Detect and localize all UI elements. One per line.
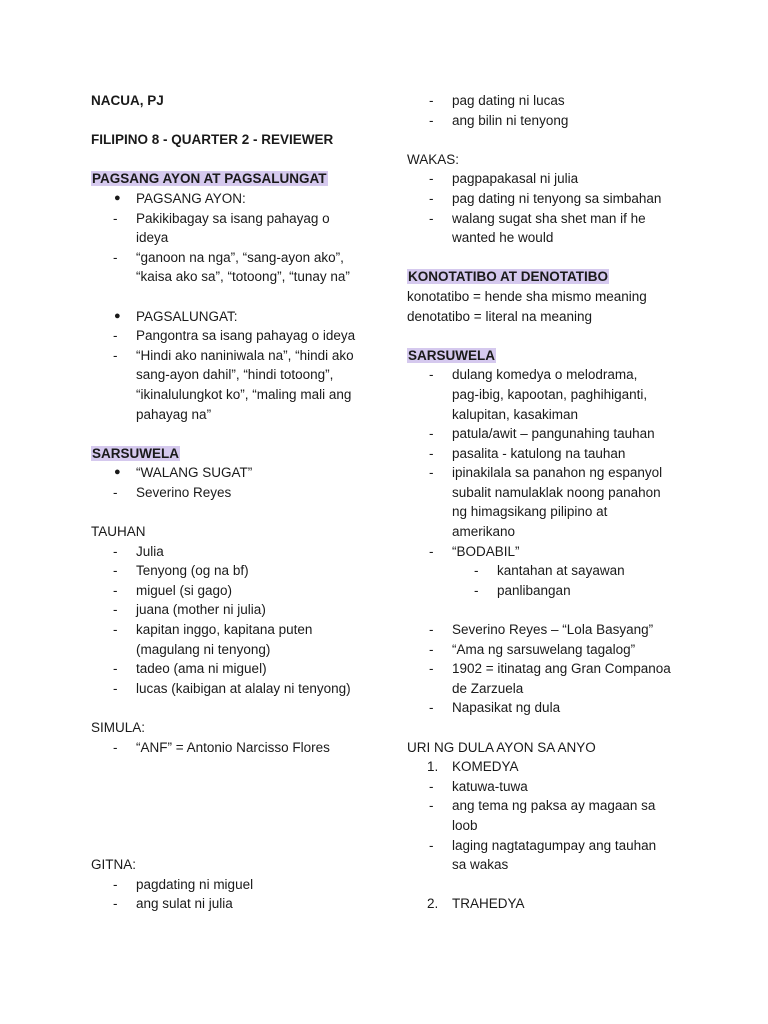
dash-marker: - [113, 739, 118, 755]
item-text-line: “Ama ng sarsuwelang tagalog” [452, 641, 636, 657]
sub-list-item [407, 581, 697, 601]
item-text-line: walang sugat sha shet man if he [452, 210, 646, 226]
dash-marker: - [113, 563, 118, 579]
dash-list-item [407, 424, 697, 444]
right-column [407, 91, 697, 914]
item-text-line: miguel (si gago) [136, 582, 233, 598]
blank-line [407, 718, 697, 738]
dash-marker: - [429, 543, 434, 559]
item-text-line: Pangontra sa isang pahayag o ideya [136, 328, 356, 344]
dash-list-item [407, 777, 697, 797]
bullet-marker: ● [114, 466, 121, 479]
item-text-line: Severino Reyes – “Lola Basyang” [452, 622, 654, 638]
item-text-line: “WALANG SUGAT” [136, 465, 253, 481]
item-text-line: “ikinalulungkot ko”, “maling mali ang [136, 386, 352, 402]
dash-marker: - [474, 563, 479, 579]
item-text-line: kapitan inggo, kapitana puten [136, 622, 313, 638]
item-text-line: pasalita - katulong na tauhan [452, 445, 626, 461]
dash-marker: - [429, 622, 434, 638]
dash-list-item [91, 620, 381, 659]
sub-list-item [407, 561, 697, 581]
item-text-line: patula/awit – pangunahing tauhan [452, 426, 655, 442]
dash-list-item [91, 346, 381, 424]
bullet-marker: ● [114, 191, 121, 204]
text-line: TAUHAN [91, 524, 146, 540]
dash-marker: - [113, 484, 118, 500]
dash-marker: - [429, 641, 434, 657]
numbered-list-item [407, 757, 697, 777]
item-text-line: ang bilin ni tenyong [452, 112, 569, 128]
blank-line [91, 777, 381, 797]
item-text-line: loob [452, 817, 478, 833]
dash-marker: - [113, 876, 118, 892]
item-text-line: Tenyong (og na bf) [136, 563, 249, 579]
bullet-marker: ● [114, 309, 121, 322]
dash-marker: - [429, 367, 434, 383]
item-text-line: ang sulat ni julia [136, 896, 233, 912]
item-text-line: tadeo (ama ni miguel) [136, 661, 267, 677]
number-marker: 2. [427, 896, 439, 912]
item-text-line: Napasikat ng dula [452, 700, 561, 716]
item-text-line: panlibangan [497, 582, 571, 598]
dash-list-item [91, 875, 381, 895]
text-line: WAKAS: [407, 151, 460, 167]
blank-line [91, 796, 381, 816]
dash-list-item [407, 463, 697, 541]
dash-list-item [407, 659, 697, 698]
blank-line [91, 698, 381, 718]
dash-list-item [91, 894, 381, 914]
section-heading [407, 267, 697, 287]
dash-marker: - [429, 700, 434, 716]
section-heading [91, 169, 381, 189]
item-text-line: Pakikibagay sa isang pahayag o [136, 210, 330, 226]
item-text-line: sa wakas [452, 857, 509, 873]
item-text-line: TRAHEDYA [452, 896, 525, 912]
dash-marker: - [113, 249, 118, 265]
blank-line [91, 816, 381, 836]
dash-marker: - [429, 837, 434, 853]
dash-marker: - [429, 465, 434, 481]
bullet-list-item [91, 307, 381, 327]
dash-list-item [91, 248, 381, 287]
item-text-line: 1902 = itinatag ang Gran Companoa [452, 661, 671, 677]
item-text-line: juana (mother ni julia) [136, 602, 266, 618]
heading-text: SARSUWELA [92, 445, 179, 461]
dash-marker: - [429, 190, 434, 206]
dash-list-item [407, 444, 697, 464]
item-text-line: ng himagsikang pilipino at [452, 504, 608, 520]
dash-marker: - [113, 661, 118, 677]
dash-marker: - [429, 445, 434, 461]
dash-list-item [91, 209, 381, 248]
dash-list-item [407, 365, 697, 424]
item-text-line: Julia [136, 543, 164, 559]
dash-marker: - [113, 347, 118, 363]
item-text-line: subalit namulaklak noong panahon [452, 484, 661, 500]
item-text-line: pagdating ni miguel [136, 876, 254, 892]
heading-text: SARSUWELA [408, 347, 495, 363]
text-line: denotatibo = literal na meaning [407, 308, 593, 324]
dash-list-item [91, 600, 381, 620]
item-text-line: amerikano [452, 524, 516, 540]
item-text-line: laging nagtatagumpay ang tauhan [452, 837, 657, 853]
dash-list-item [407, 796, 697, 835]
dash-marker: - [474, 582, 479, 598]
dash-list-item [91, 738, 381, 758]
dash-list-item [91, 542, 381, 562]
dash-list-item [407, 620, 697, 640]
dash-list-item [91, 326, 381, 346]
text-line: GITNA: [91, 857, 137, 873]
bold-text-line: NACUA, PJ [91, 93, 164, 108]
item-text-line: pag dating ni tenyong sa simbahan [452, 190, 662, 206]
item-text-line: katuwa-tuwa [452, 778, 528, 794]
item-text-line: wanted he would [452, 230, 554, 246]
item-text-line: Severino Reyes [136, 484, 232, 500]
dash-list-item [407, 698, 697, 718]
blank-line [91, 287, 381, 307]
item-text-line: pag-ibig, kapootan, paghihiganti, [452, 386, 648, 402]
section-heading [407, 346, 697, 366]
heading-text: KONOTATIBO AT DENOTATIBO [408, 269, 608, 285]
dash-marker: - [429, 93, 434, 108]
item-text-line: “ANF” = Antonio Narcisso Flores [136, 739, 330, 755]
item-text-line: pahayag na” [136, 406, 212, 422]
item-text-line: sang-ayon dahil”, “hindi totoong”, [136, 367, 334, 383]
dash-marker: - [429, 210, 434, 226]
number-marker: 1. [427, 759, 439, 775]
item-text-line: “Hindi ako naniniwala na”, “hindi ako [136, 347, 354, 363]
blank-line [91, 111, 381, 131]
blank-line [407, 130, 697, 150]
item-text-line: KOMEDYA [452, 759, 519, 775]
item-text-line: ipinakilala sa panahon ng espanyol [452, 465, 663, 481]
item-text-line: kantahan at sayawan [497, 563, 625, 579]
blank-line [91, 836, 381, 856]
dash-list-item [407, 169, 697, 189]
dash-marker: - [113, 543, 118, 559]
item-text-line: lucas (kaibigan at alalay ni tenyong) [136, 680, 351, 696]
blank-line [91, 150, 381, 170]
item-text-line: (magulang ni tenyong) [136, 641, 271, 657]
dash-marker: - [113, 896, 118, 912]
bullet-list-item [91, 189, 381, 209]
dash-marker: - [429, 661, 434, 677]
bold-text-line: FILIPINO 8 - QUARTER 2 - REVIEWER [91, 132, 334, 148]
blank-line [91, 757, 381, 777]
item-text-line: “BODABIL” [452, 543, 520, 559]
blank-line [407, 875, 697, 895]
dash-marker: - [429, 112, 434, 128]
item-text-line: de Zarzuela [452, 680, 524, 696]
dash-list-item [91, 561, 381, 581]
dash-marker: - [429, 426, 434, 442]
dash-marker: - [113, 680, 118, 696]
item-text-line: ang tema ng paksa ay magaan sa [452, 798, 656, 814]
dash-marker: - [113, 210, 118, 226]
item-text-line: pag dating ni lucas [452, 93, 565, 108]
blank-line [407, 600, 697, 620]
blank-line [91, 502, 381, 522]
dash-marker: - [113, 622, 118, 638]
dash-list-item [407, 189, 697, 209]
dash-marker: - [113, 582, 118, 598]
bullet-list-item [91, 463, 381, 483]
section-heading [91, 444, 381, 464]
item-text-line: pagpapakasal ni julia [452, 171, 579, 187]
dash-marker: - [113, 602, 118, 618]
item-text-line: PAGSALUNGAT: [136, 308, 238, 324]
dash-list-item [91, 581, 381, 601]
dash-marker: - [429, 778, 434, 794]
dash-list-item [91, 483, 381, 503]
item-text-line: kalupitan, kasakiman [452, 406, 579, 422]
dash-list-item [91, 659, 381, 679]
item-text-line: “kaisa ako sa”, “totoong”, “tunay na” [136, 269, 350, 285]
dash-marker: - [429, 798, 434, 814]
blank-line [407, 326, 697, 346]
dash-list-item [407, 111, 697, 131]
heading-text: PAGSANG AYON AT PAGSALUNGAT [92, 171, 327, 187]
item-text-line: ideya [136, 230, 169, 246]
blank-line [91, 424, 381, 444]
dash-list-item [407, 542, 697, 562]
text-line: URI NG DULA AYON SA ANYO [407, 739, 596, 755]
item-text-line: PAGSANG AYON: [136, 190, 246, 206]
dash-marker: - [113, 328, 118, 344]
item-text-line: “ganoon na nga”, “sang-ayon ako”, [136, 249, 344, 265]
dash-list-item [407, 209, 697, 248]
dash-list-item [407, 640, 697, 660]
item-text-line: dulang komedya o melodrama, [452, 367, 638, 383]
dash-list-item [407, 91, 697, 111]
dash-list-item [407, 836, 697, 875]
dash-list-item [91, 679, 381, 699]
left-column [91, 91, 381, 914]
dash-marker: - [429, 171, 434, 187]
text-line: SIMULA: [91, 720, 146, 735]
blank-line [407, 248, 697, 268]
text-line: konotatibo = hende sha mismo meaning [407, 288, 647, 304]
numbered-list-item [407, 894, 697, 914]
